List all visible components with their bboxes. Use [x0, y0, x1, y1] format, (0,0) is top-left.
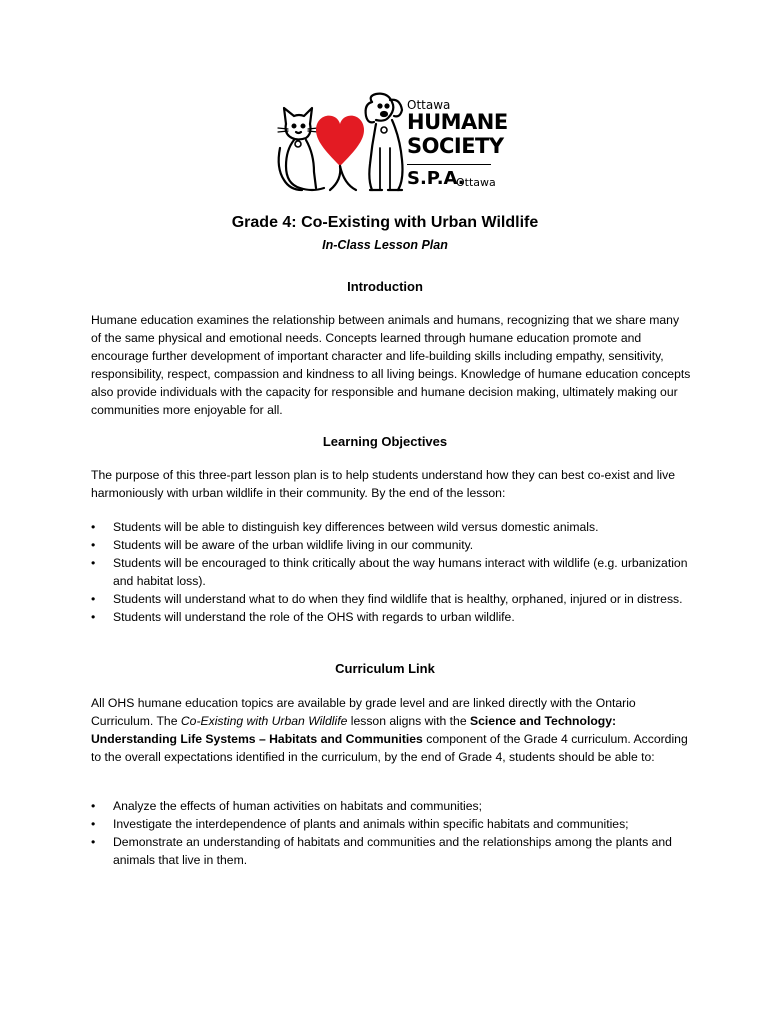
bullet: [91, 554, 99, 572]
list-item-text: Students will be able to distinguish key differences between wild versus domestic animals.: [113, 520, 599, 534]
curriculum-strand: Science and Technology: Understanding Life Systems – Habitats and Communities: [91, 714, 617, 746]
curriculum-link-paragraph: [91, 694, 691, 766]
logo-artwork: [272, 88, 412, 198]
list-item-text: Students will be encouraged to think critically about the way humans interact with wildlife (e.g. urbanization and habitat loss).: [113, 556, 688, 588]
list-item-text: Investigate the interdependence of plants and animals within specific habitats and communities;: [113, 817, 629, 831]
learning-objectives-intro: The purpose of this three-part lesson plan is to help students understand how they can best co-exist and live harmoniously with urban wildlife in their community. By the end of the lesson:: [91, 468, 675, 500]
lesson-name: Co-Existing with Urban Wildlife: [180, 714, 348, 728]
bullet: [91, 815, 99, 833]
logo-ottawa-bottom: Ottawa: [456, 176, 496, 189]
bullet: [91, 518, 99, 536]
list-item-text: Analyze the effects of human activities on habitats and communities;: [113, 799, 482, 813]
bullet: [91, 797, 99, 815]
curriculum-text-1: All OHS humane education topics are available by grade level and are linked directly with the Ontario Curriculum. The: [91, 696, 636, 728]
learning-objectives-heading: Learning Objectives: [322, 434, 448, 449]
logo-society: SOCIETY: [407, 134, 504, 158]
curriculum-link-heading: Curriculum Link: [335, 661, 435, 676]
dog-icon: [366, 94, 403, 190]
logo-divider: [407, 164, 491, 165]
curriculum-text-2: lesson aligns with the: [347, 714, 470, 728]
list-item: [91, 833, 691, 869]
curriculum-text-3: component of the Grade 4 curriculum. According to the overall expectations identified in the curriculum, by the end of Grade 4, students should be able to:: [91, 732, 688, 764]
list-item-text: Students will be aware of the urban wildlife living in our community.: [113, 538, 474, 552]
list-item: [91, 518, 691, 536]
curriculum-expectations-list: [91, 797, 691, 869]
heart-icon: [316, 116, 364, 190]
learning-objectives-list: [91, 518, 691, 626]
bullet: [91, 536, 99, 554]
list-item: [91, 815, 691, 833]
logo-humane: HUMANE: [407, 110, 508, 134]
document-title: Grade 4: Co-Existing with Urban Wildlife: [231, 214, 539, 231]
list-item: [91, 554, 691, 590]
introduction-heading: Introduction: [347, 279, 423, 294]
list-item-text: Students will understand what to do when they find wildlife that is healthy, orphaned, injured or in distress.: [113, 592, 683, 606]
list-item: [91, 608, 691, 626]
ottawa-humane-society-logo: [272, 88, 507, 198]
list-item: [91, 536, 691, 554]
introduction-paragraph: Humane education examines the relationship between animals and humans, recognizing that we share many of the same physical and emotional needs. Concepts learned through humane education promote and encourage further development of important character and life-building skills including empathy, sensitivity, responsibility, respect, compassion and kindness to all living beings. Knowledge of humane education concepts also provide individuals with the capacity for responsible and humane decision making, ultimately making our communities more enjoyable for all.: [91, 313, 691, 417]
bullet: [91, 608, 99, 626]
list-item: [91, 797, 691, 815]
list-item-text: Students will understand the role of the OHS with regards to urban wildlife.: [113, 610, 515, 624]
logo-spa: S.P.A.: [407, 168, 465, 189]
list-item-text: Demonstrate an understanding of habitats and communities and the relationships among the plants and animals that live in them.: [113, 835, 672, 867]
cat-icon: [278, 108, 324, 190]
bullet: [91, 590, 99, 608]
bullet: [91, 833, 99, 851]
logo-ottawa-top: Ottawa: [407, 98, 451, 112]
list-item: [91, 590, 691, 608]
document-subtitle: In-Class Lesson Plan: [322, 238, 448, 252]
